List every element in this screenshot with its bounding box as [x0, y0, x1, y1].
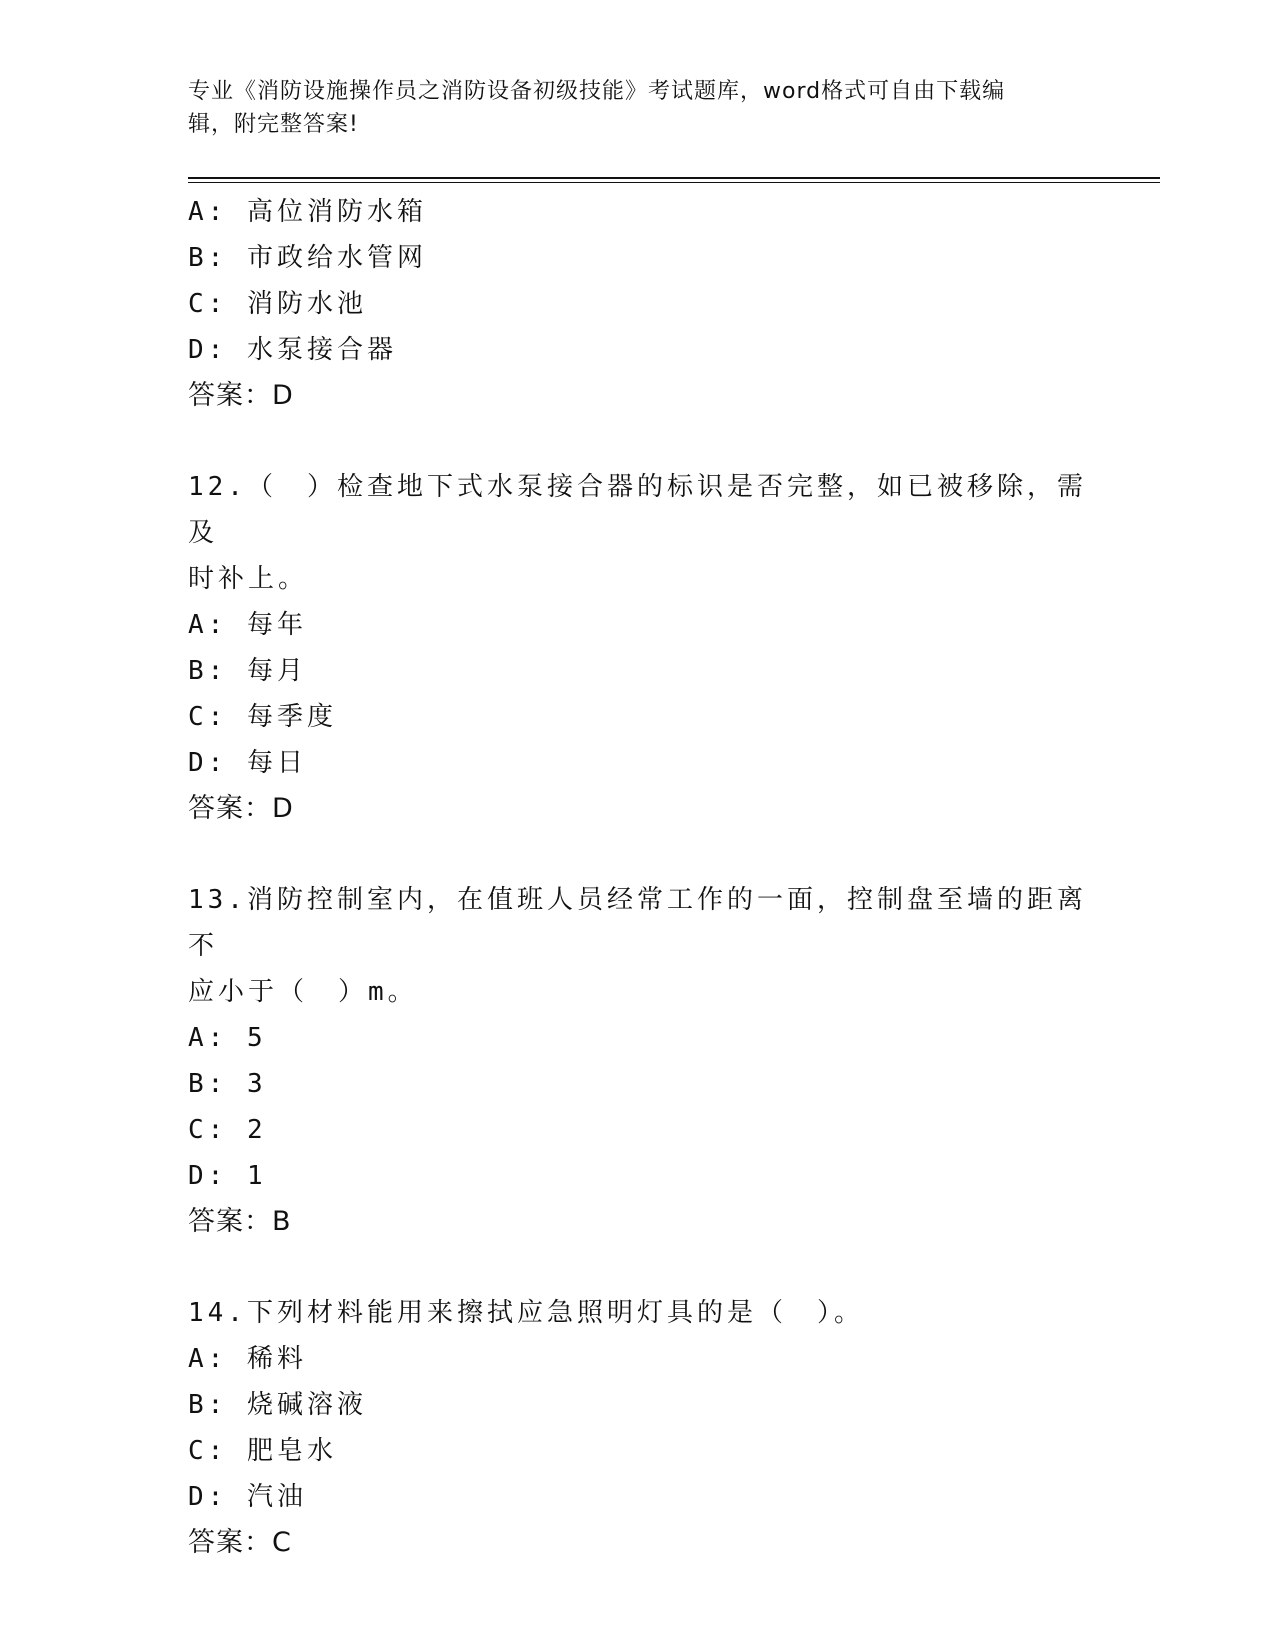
option-d: D: 水泵接合器: [188, 335, 397, 365]
option-a: A: 每年: [188, 610, 307, 640]
option-a: A: 高位消防水箱: [188, 197, 427, 227]
answer: 答案：B: [188, 1206, 292, 1237]
question-text-line-1: 14.下列材料能用来擦拭应急照明灯具的是（ ）。: [188, 1298, 864, 1328]
question-14: [188, 1290, 1088, 1566]
option-c: C: 消防水池: [188, 289, 367, 319]
question-11: [188, 189, 1088, 419]
header-divider-thick: [188, 177, 1160, 179]
answer: 答案：C: [188, 1527, 292, 1558]
header-line-1: 专业《消防设施操作员之消防设备初级技能》考试题库，word格式可自由下载编: [188, 79, 1006, 104]
option-c: C: 肥皂水: [188, 1436, 337, 1466]
option-a: A: 稀料: [188, 1344, 307, 1374]
question-text-line-2: 时补上。: [188, 564, 309, 594]
spacer: [188, 832, 1088, 877]
option-a: A: 5: [188, 1023, 267, 1053]
option-b: B: 每月: [188, 656, 307, 686]
header-line-2: 辑，附完整答案!: [188, 112, 359, 137]
spacer: [188, 1245, 1088, 1290]
option-b: B: 市政给水管网: [188, 243, 427, 273]
header-divider-thin: [188, 182, 1160, 183]
option-d: D: 1: [188, 1161, 267, 1191]
question-text-line-1: 13.消防控制室内，在值班人员经常工作的一面，控制盘至墙的距离不: [188, 885, 1087, 961]
option-c: C: 2: [188, 1115, 267, 1145]
question-12: [188, 464, 1088, 832]
document-body: [188, 189, 1088, 1566]
option-d: D: 汽油: [188, 1482, 307, 1512]
answer: 答案：D: [188, 793, 294, 824]
answer: 答案：D: [188, 380, 294, 411]
question-text-line-1: 12.（ ）检查地下式水泵接合器的标识是否完整，如已被移除，需及: [188, 472, 1087, 548]
question-13: [188, 877, 1088, 1245]
option-b: B: 3: [188, 1069, 267, 1099]
question-text-line-2: 应小于（ ）m。: [188, 977, 418, 1007]
spacer: [188, 419, 1088, 464]
option-b: B: 烧碱溶液: [188, 1390, 367, 1420]
option-c: C: 每季度: [188, 702, 337, 732]
document-header: [188, 75, 1088, 141]
option-d: D: 每日: [188, 748, 307, 778]
